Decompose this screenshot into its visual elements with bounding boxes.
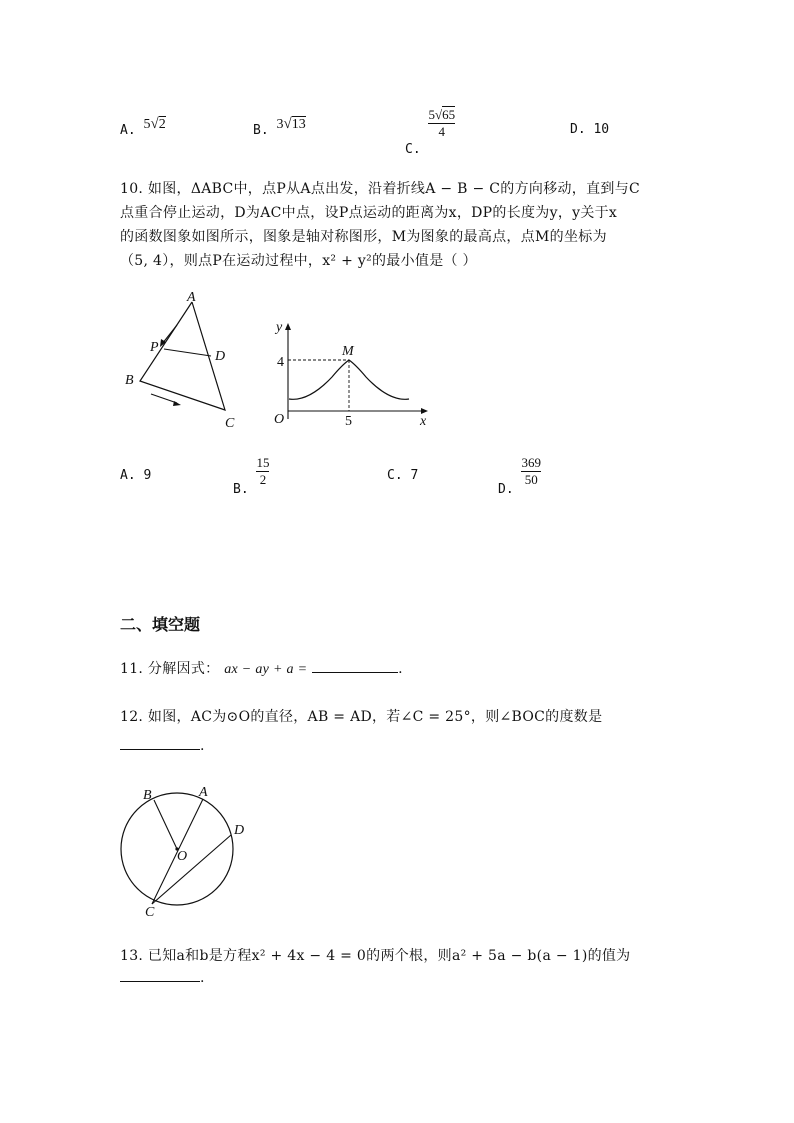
q10-option-b-den: 2: [259, 471, 267, 487]
q13-text: 13. 已知a和b是方程x² + 4x − 4 = 0的两个根，则a² + 5a − b(a − 1)的值为: [120, 948, 631, 964]
q10-option-d-den: 50: [524, 471, 538, 487]
q10-function-graph: [262, 315, 437, 430]
q13-period: .: [200, 970, 205, 986]
q11: [120, 658, 403, 678]
q10-option-c: C. 7: [387, 468, 419, 483]
q13-answer-blank[interactable]: [120, 981, 200, 982]
circle-label-a: A: [199, 785, 208, 800]
q12-period: .: [200, 738, 205, 754]
q9-option-a-coef: 5: [143, 117, 151, 132]
q11-text: 11. 分解因式：: [120, 661, 220, 677]
graph-label-m: M: [342, 344, 354, 359]
circle-label-b: B: [143, 788, 152, 803]
q9-option-c: [405, 107, 456, 157]
q10-option-a: A. 9: [120, 468, 152, 483]
q13-answer-line: [120, 970, 205, 986]
q10-triangle-figure: [115, 288, 255, 433]
q10-line-2: 点重合停止运动，D为AC中点，设P点运动的距离为x，DP的长度为y，y关于x: [120, 205, 618, 221]
triangle-label-c: C: [225, 416, 235, 431]
q11-period: .: [398, 661, 403, 677]
circle-label-c: C: [145, 905, 155, 920]
graph-label-o: O: [274, 412, 285, 427]
triangle-label-p: P: [150, 340, 159, 355]
q10-line-3: 的函数图象如图所示，图象是轴对称图形，M为图象的最高点，点M的坐标为: [120, 229, 607, 245]
q9-option-b: B. 3√13: [253, 116, 306, 138]
q10-option-b: [233, 455, 270, 497]
q10-option-b-label: B.: [233, 481, 249, 497]
q9-option-a: A. 5√2: [120, 116, 166, 138]
q9-option-c-num-coef: 5: [428, 107, 435, 122]
q9-option-a-radicand: 2: [158, 117, 166, 132]
q12-text: 12. 如图，AC为⊙O的直径，AB = AD，若∠C = 25°，则∠BOC的度数是: [120, 709, 603, 725]
q9-option-b-coef: 3: [276, 117, 284, 132]
q9-option-d: [570, 122, 609, 137]
q9-option-c-den: 4: [438, 123, 446, 139]
q12-answer-line: [120, 738, 205, 754]
q12-circle-figure: [110, 780, 260, 920]
graph-label-y: y: [276, 320, 283, 335]
triangle-label-b: B: [125, 373, 134, 388]
q10-line-4: （5, 4），则点P在运动过程中，x² + y²的最小值是（ ）: [120, 253, 477, 269]
q9-option-a-label: A.: [120, 123, 136, 138]
q10-line-1: 10. 如图，ΔABC中，点P从A点出发，沿着折线A − B − C的方向移动，直到与C: [120, 181, 641, 197]
q9-option-b-label: B.: [253, 123, 269, 138]
graph-tick-5: 5: [345, 414, 352, 429]
graph-tick-4: 4: [277, 355, 284, 370]
q12-answer-blank[interactable]: [120, 749, 200, 750]
q10-option-b-fraction: [256, 456, 269, 486]
q9-option-c-fraction: $\frac{5√65}{4}$: [428, 107, 456, 139]
q9-option-d-label: D.: [570, 122, 586, 137]
q9-option-c-label: C.: [405, 141, 421, 157]
q10-option-d-label: D.: [498, 481, 514, 497]
q9-option-d-value: 10: [593, 122, 610, 137]
q10-option-d: [498, 455, 541, 497]
circle-label-o: O: [177, 849, 188, 864]
graph-label-x: x: [420, 414, 427, 429]
q10-option-d-fraction: [521, 456, 541, 486]
q10-option-b-num: 15: [256, 455, 270, 470]
section-title: 二、填空题: [120, 615, 201, 634]
q9-option-c-num-rad: 65: [442, 107, 456, 122]
triangle-label-a: A: [187, 290, 196, 305]
q11-expression: ax − ay + a =: [224, 662, 308, 677]
q10-option-d-num: 369: [521, 455, 541, 470]
circle-label-d: D: [234, 823, 245, 838]
q11-answer-blank[interactable]: [312, 672, 398, 673]
triangle-label-d: D: [215, 349, 226, 364]
q9-option-b-radicand: 13: [291, 117, 306, 132]
